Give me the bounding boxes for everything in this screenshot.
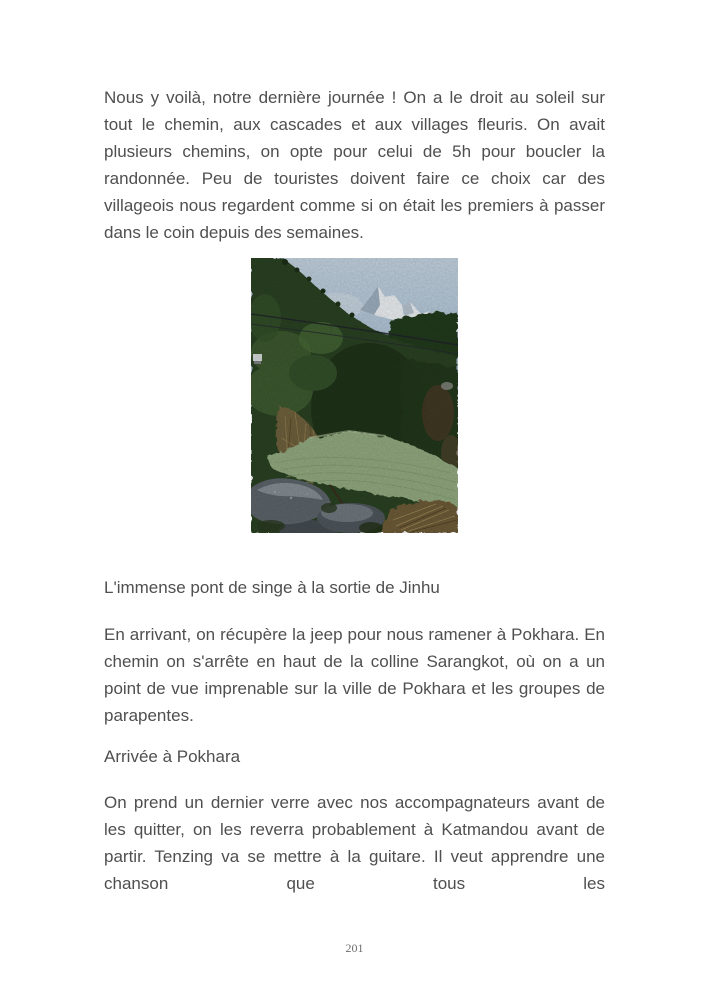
page-content <box>104 84 605 897</box>
paragraph-evening: On prend un dernier verre avec nos accompagnateurs avant de les quitter, on les reverra probablement à Katmandou avant de partir. Tenzing va se mettre à la guitare. Il veut apprendre une chanson que tous les <box>104 793 605 893</box>
section-heading-pokhara: Arrivée à Pokhara <box>104 747 241 766</box>
photo-figure <box>104 258 605 533</box>
photo-grain-overlay <box>251 258 458 533</box>
paragraph-jeep: En arrivant, on récupère la jeep pour nous ramener à Pokhara. En chemin on s'arrête en haut de la colline Sarangkot, où on a un point de vue imprenable sur la ville de Pokhara et les groupes de parapentes. <box>104 625 605 725</box>
trek-photo <box>251 258 458 533</box>
page-number: 201 <box>345 941 364 955</box>
paragraph-intro: Nous y voilà, notre dernière journée ! On a le droit au soleil sur tout le chemin, aux cascades et aux villages fleuris. On avait plusieurs chemins, on opte pour celui de 5h pour boucler la randonnée. Peu de touristes doivent faire ce choix car des villageois nous regardent comme si on était les premiers à passer dans le coin depuis des semaines. <box>104 88 605 242</box>
photo-caption: L'immense pont de singe à la sortie de Jinhu <box>104 578 440 597</box>
